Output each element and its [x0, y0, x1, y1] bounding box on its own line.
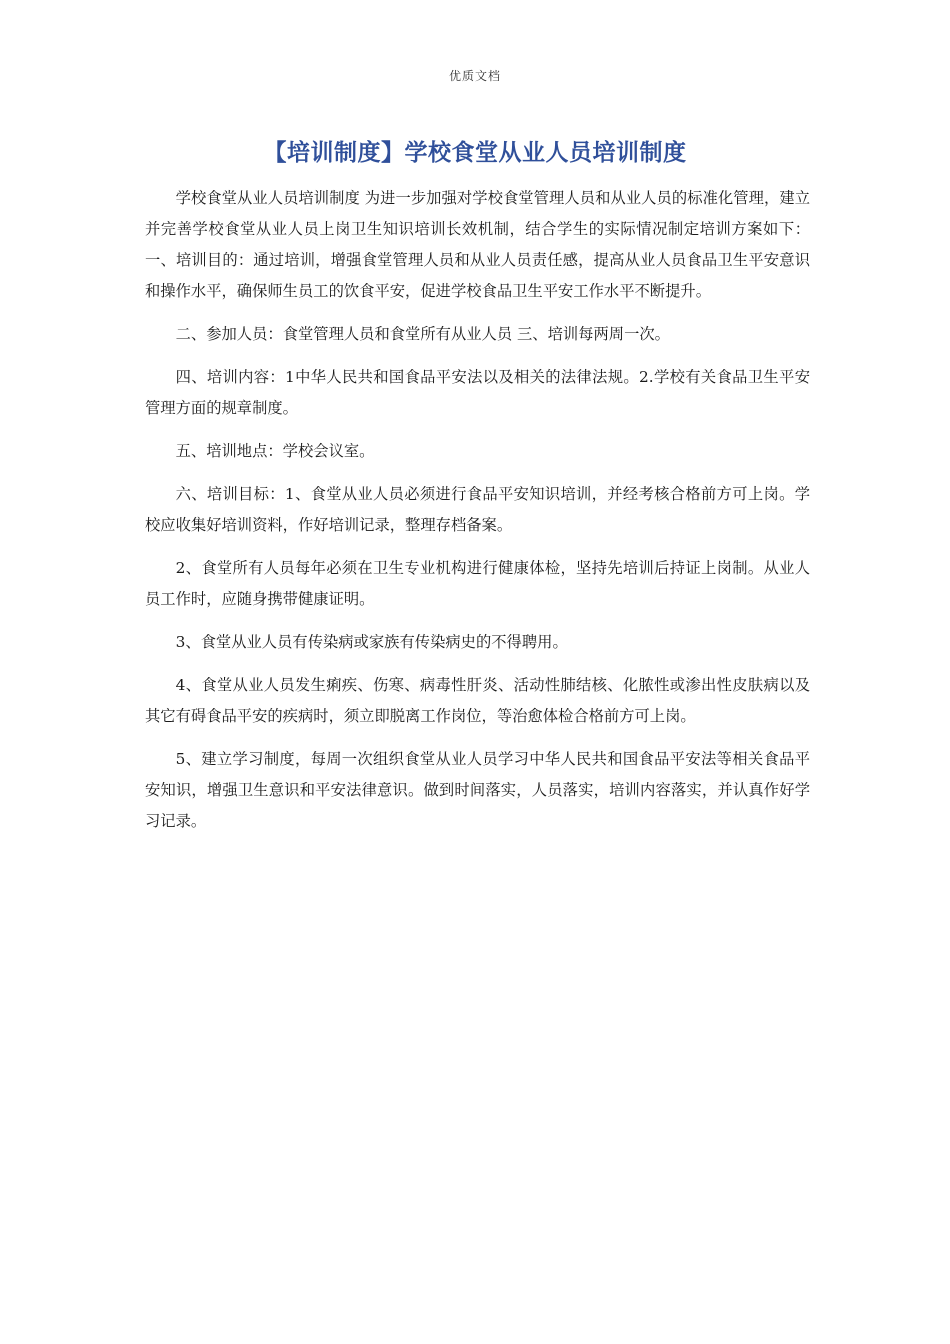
- paragraph-content: 四、培训内容：1中华人民共和国食品平安法以及相关的法律法规。2.学校有关食品卫生平安管理方面的规章制度。: [145, 368, 810, 417]
- paragraph-participants: 二、参加人员：食堂管理人员和食堂所有从业人员 三、培训每两周一次。: [175, 325, 670, 343]
- paragraph-intro: 学校食堂从业人员培训制度 为进一步加强对学校食堂管理人员和从业人员的标准化管理，建立并完善学校食堂从业人员上岗卫生知识培训长效机制，结合学生的实际情况制定培训方案如下：一、培训目的：通过培训，增强食堂管理人员和从业人员责任感，提高从业人员食品卫生平安意识和操作水平，确保师生员工的饮食平安，促进学校食品卫生平安工作水平不断提升。: [145, 189, 810, 300]
- paragraph-location: 五、培训地点：学校会议室。: [175, 442, 375, 460]
- paragraph-goal-3: 3、食堂从业人员有传染病或家族有传染病史的不得聘用。: [175, 633, 568, 651]
- paragraph-goal-1: 六、培训目标：1、食堂从业人员必须进行食品平安知识培训，并经考核合格前方可上岗。学校应收集好培训资料，作好培训记录，整理存档备案。: [145, 485, 810, 534]
- paragraph-goal-2: 2、食堂所有人员每年必须在卫生专业机构进行健康体检，坚持先培训后持证上岗制。从业人员工作时，应随身携带健康证明。: [145, 559, 810, 608]
- paragraph-goal-5: 5、建立学习制度，每周一次组织食堂从业人员学习中华人民共和国食品平安法等相关食品平安知识，增强卫生意识和平安法律意识。做到时间落实，人员落实，培训内容落实，并认真作好学习记录。: [145, 750, 810, 830]
- document-body: [145, 183, 810, 849]
- paragraph-goal-4: 4、食堂从业人员发生痢疾、伤寒、病毒性肝炎、活动性肺结核、化脓性或渗出性皮肤病以及其它有碍食品平安的疾病时，须立即脱离工作岗位，等治愈体检合格前方可上岗。: [145, 676, 810, 725]
- document-title: 【培训制度】学校食堂从业人员培训制度: [263, 140, 687, 166]
- page-header-label: 优质文档: [448, 69, 501, 83]
